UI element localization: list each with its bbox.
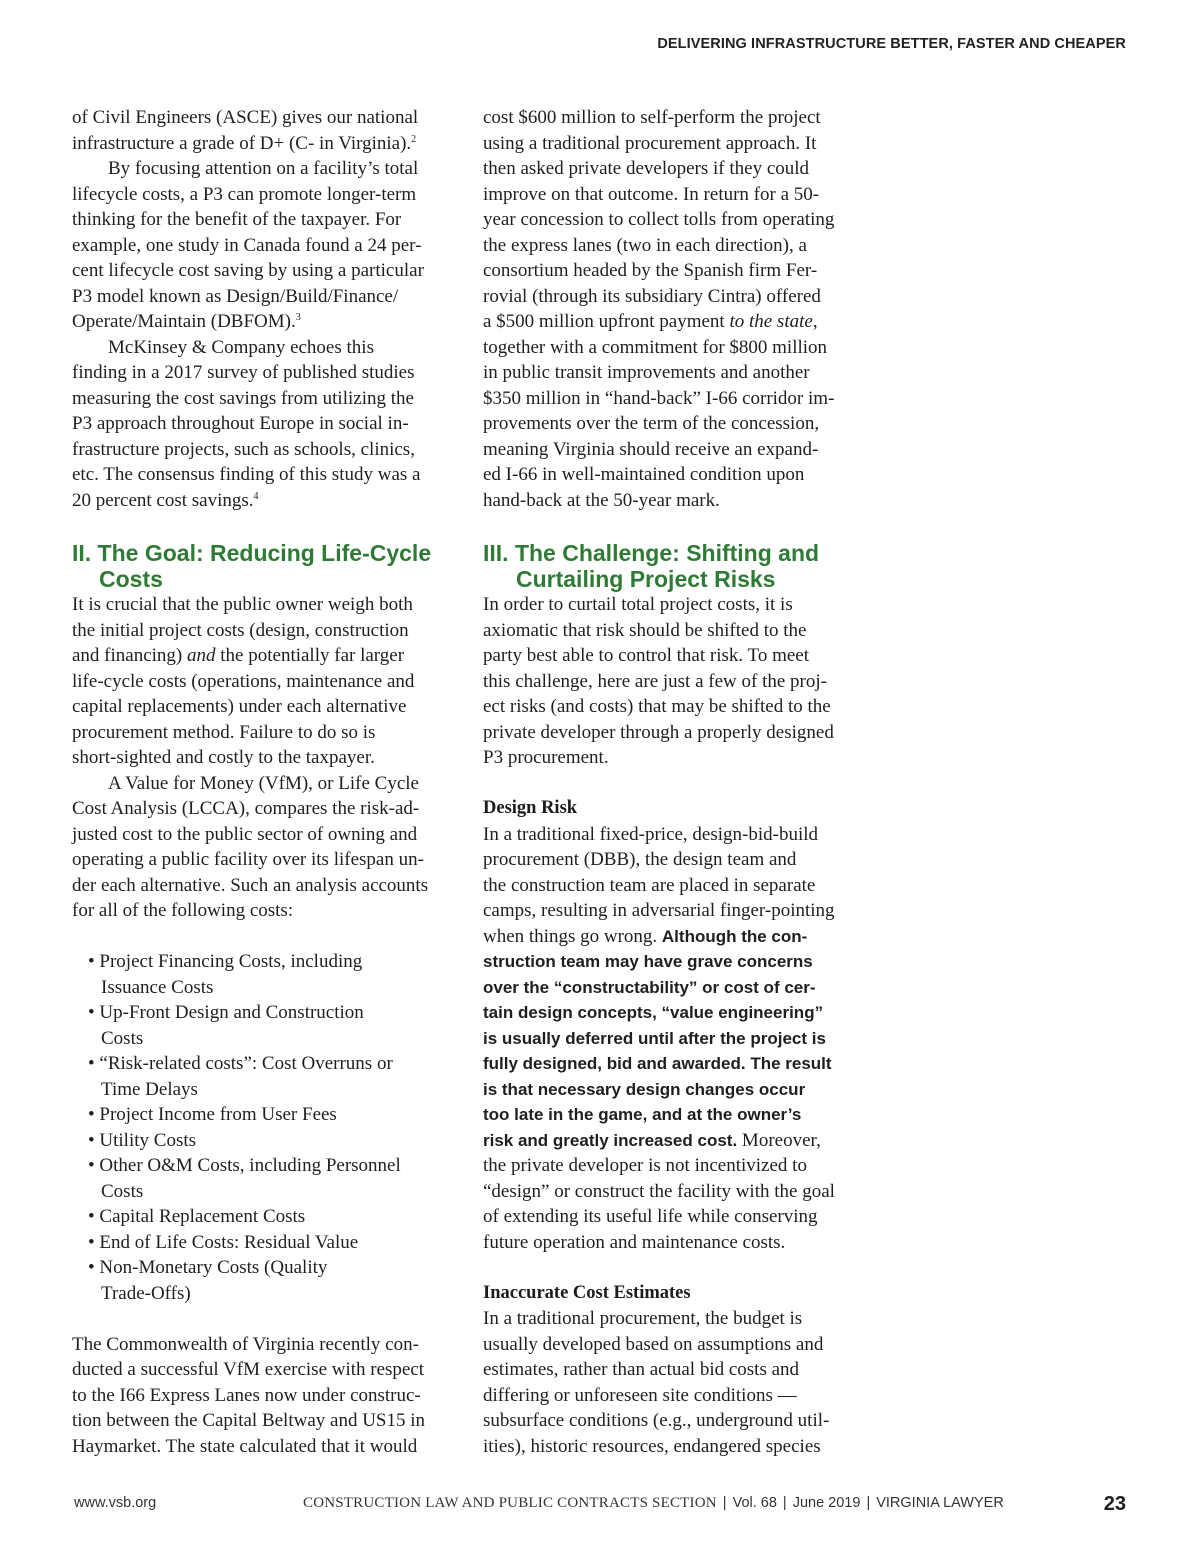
text-line: for all of the following costs:	[72, 900, 294, 921]
list-item: • End of Life Costs: Residual Value	[88, 1231, 359, 1253]
text-line: By focusing attention on a facility’s total	[108, 158, 419, 179]
text-line: tion between the Capital Beltway and US15 in	[72, 1410, 426, 1431]
list-item-continuation: Time Delays	[101, 1078, 198, 1100]
text-line: of Civil Engineers (ASCE) gives our national	[72, 107, 419, 128]
text-line: provements over the term of the concession,	[483, 413, 820, 434]
list-item: • Capital Replacement Costs	[88, 1206, 306, 1227]
left-column	[72, 105, 450, 1459]
text-line: Operate/Maintain (DBFOM).$^3$	[72, 311, 301, 332]
text-line: ect risks (and costs) that may be shifted to the	[483, 696, 831, 717]
text-line: a $500 million upfront payment to the state,	[483, 311, 818, 332]
list-item: • Non-Monetary Costs (Quality	[88, 1257, 328, 1278]
list-item-continuation: Costs	[101, 1027, 144, 1049]
text-line: procurement method. Failure to do so is	[72, 721, 376, 743]
text-line: capital replacements) under each alternative	[72, 696, 407, 717]
text-line: example, one study in Canada found a 24 per-	[72, 234, 422, 256]
text-line: to the I66 Express Lanes now under construc-	[72, 1384, 421, 1406]
text-line: infrastructure a grade of D+ (C- in Virginia).$^2$	[72, 132, 417, 154]
text-line: The Commonwealth of Virginia recently con-	[72, 1333, 419, 1355]
text-line: subsurface conditions (e.g., underground util-	[483, 1410, 830, 1431]
text-line: improve on that outcome. In return for a 50-	[483, 183, 820, 205]
emphasis-line: fully designed, bid and awarded. The result	[483, 1054, 832, 1073]
subheading: Design Risk	[483, 798, 578, 818]
footer-section-name: CONSTRUCTION LAW AND PUBLIC CONTRACTS SECTION	[303, 1495, 717, 1511]
risk-paragraph	[483, 592, 863, 771]
footnote-ref: 4	[253, 490, 259, 502]
text-line: the express lanes (two in each direction), a	[483, 234, 807, 256]
text-line: short-sighted and costly to the taxpayer.	[72, 747, 375, 768]
text-line: usually developed based on assumptions and	[483, 1333, 824, 1355]
text-line: P3 model known as Design/Build/Finance/	[72, 285, 399, 307]
text-line: procurement (DBB), the design team and	[483, 849, 797, 870]
list-item-continuation: Costs	[101, 1180, 144, 1202]
lifecycle-paragraph	[72, 156, 450, 335]
list-item-continuation: Issuance Costs	[101, 976, 214, 998]
text-line: of extending its useful life while conserving	[483, 1206, 818, 1227]
text-line: camps, resulting in adversarial finger-pointing	[483, 900, 835, 921]
text-line: $350 million in “hand-back” I-66 corridor im-	[483, 387, 835, 409]
text-line: in public transit improvements and another	[483, 362, 810, 383]
emphasis-line: tain design concepts, “value engineering”	[483, 1003, 824, 1022]
text-line: Cost Analysis (LCCA), compares the risk-ad-	[72, 798, 420, 819]
footer-publication: VIRGINIA LAWYER	[876, 1495, 1004, 1511]
text-line: A Value for Money (VfM), or Life Cycle	[108, 772, 419, 794]
text-line: risk and greatly increased cost. Moreover,	[483, 1129, 821, 1151]
text-line: future operation and maintenance costs.	[483, 1231, 786, 1253]
section-iii-heading	[483, 541, 863, 592]
subheading: Inaccurate Cost Estimates	[483, 1282, 691, 1303]
text-line: frastructure projects, such as schools, clinics,	[72, 438, 415, 460]
text-line: ed I-66 in well-maintained condition upon	[483, 464, 805, 485]
inaccurate-estimates-section	[483, 1281, 863, 1460]
cost-list	[72, 949, 450, 1306]
list-item-continuation: Trade-Offs)	[101, 1282, 191, 1304]
emphasis-line: struction team may have grave concerns	[483, 952, 813, 971]
footer-date: June 2019	[792, 1495, 861, 1511]
heading-line: Costs	[99, 565, 163, 592]
section-ii-heading	[72, 541, 450, 592]
text-line: the initial project costs (design, construction	[72, 619, 409, 641]
footnote-ref: 2	[411, 133, 417, 145]
text-line: “design” or construct the facility with the goal	[483, 1180, 835, 1202]
mckinsey-paragraph	[72, 335, 450, 514]
list-item: • Project Financing Costs, including	[88, 951, 363, 972]
text-line: der each alternative. Such an analysis accounts	[72, 874, 429, 896]
text-line: Haymarket. The state calculated that it would	[72, 1435, 418, 1457]
text-line: ducted a successful VfM exercise with respect	[72, 1359, 425, 1380]
text-line: meaning Virginia should receive an expand-	[483, 438, 819, 460]
design-risk-section	[483, 796, 863, 1255]
text-line: consortium headed by the Spanish firm Fer-	[483, 260, 818, 281]
text-line: private developer through a properly designed	[483, 721, 834, 743]
text-line: hand-back at the 50-year mark.	[483, 489, 720, 511]
vfm-paragraph	[72, 771, 450, 924]
heading-line: III. The Challenge: Shifting and	[483, 540, 820, 566]
footnote-ref: 3	[295, 312, 301, 323]
text-line: estimates, rather than actual bid costs and	[483, 1359, 800, 1380]
emphasis-line: is that necessary design changes occur	[483, 1079, 806, 1099]
text-line: In order to curtail total project costs, it is	[483, 594, 793, 615]
emphasis-line: is usually deferred until after the project is	[483, 1028, 826, 1048]
text-line: year concession to collect tolls from operating	[483, 209, 835, 230]
list-item: • Up-Front Design and Construction	[88, 1002, 364, 1023]
text-line: party best able to control that risk. To meet	[483, 645, 809, 666]
list-item: • Other O&M Costs, including Personnel	[88, 1155, 401, 1176]
text-line: lifecycle costs, a P3 can promote longer-term	[72, 183, 417, 205]
commonwealth-paragraph	[72, 1332, 450, 1460]
right-column	[483, 105, 863, 1459]
text-line: finding in a 2017 survey of published studies	[72, 362, 415, 383]
page-footer	[0, 1493, 1200, 1523]
page-number: 23	[1103, 1493, 1126, 1515]
text-line: justed cost to the public sector of owning and	[72, 823, 418, 845]
text-line: cost $600 million to self-perform the project	[483, 107, 821, 128]
text-line: P3 procurement.	[483, 747, 609, 768]
list-item: • “Risk-related costs”: Cost Overruns or	[88, 1053, 393, 1074]
text-line: measuring the cost savings from utilizing the	[72, 387, 414, 409]
text-line: together with a commitment for $800 million	[483, 336, 828, 358]
emphasis-line: over the “constructability” or cost of cer-	[483, 977, 816, 997]
emphasis-line: too late in the game, and at the owner’s	[483, 1105, 802, 1124]
text-line: operating a public facility over its lifespan un-	[72, 849, 424, 870]
text-line: rovial (through its subsidiary Cintra) offered	[483, 285, 821, 307]
text-line: life-cycle costs (operations, maintenance and	[72, 670, 415, 692]
text-line: It is crucial that the public owner weigh both	[72, 594, 413, 615]
text-line: thinking for the benefit of the taxpayer. For	[72, 209, 402, 230]
heading-line: Curtailing Project Risks	[516, 565, 776, 592]
text-line: this challenge, here are just a few of the proj-	[483, 670, 827, 692]
text-line: In a traditional fixed-price, design-bid-build	[483, 823, 819, 845]
footer-volume: Vol. 68	[732, 1495, 777, 1511]
cost-paragraph	[483, 105, 863, 513]
text-line: 20 percent cost savings.$^4$	[72, 489, 259, 511]
heading-line: II. The Goal: Reducing Life-Cycle	[72, 540, 432, 566]
list-item: • Project Income from User Fees	[88, 1104, 337, 1125]
text-line: using a traditional procurement approach. It	[483, 132, 817, 154]
text-line: then asked private developers if they could	[483, 158, 810, 179]
text-line: axiomatic that risk should be shifted to the	[483, 619, 807, 641]
footer-publication-info: CONSTRUCTION LAW AND PUBLIC CONTRACTS SECTION | Vol. 68 | June 2019 | VIRGINIA LAWYER	[303, 1495, 1004, 1511]
intro-paragraph	[72, 105, 450, 156]
text-line: P3 approach throughout Europe in social in-	[72, 413, 409, 434]
text-line: when things go wrong. Although the con-	[483, 925, 808, 947]
text-line: and financing) and the potentially far larger	[72, 645, 405, 666]
text-line: differing or unforeseen site conditions —	[483, 1384, 797, 1406]
text-line: etc. The consensus finding of this study was a	[72, 464, 421, 485]
running-head: DELIVERING INFRASTRUCTURE BETTER, FASTER AND CHEAPER	[657, 36, 1126, 52]
crucial-paragraph	[72, 592, 450, 771]
text-line: the construction team are placed in separate	[483, 874, 816, 896]
text-line: ities), historic resources, endangered species	[483, 1435, 821, 1457]
website-link[interactable]: www.vsb.org	[74, 1495, 157, 1511]
text-line: In a traditional procurement, the budget is	[483, 1308, 803, 1329]
text-line: the private developer is not incentivized to	[483, 1155, 807, 1176]
text-line: McKinsey & Company echoes this	[108, 336, 374, 358]
text-line: cent lifecycle cost saving by using a particular	[72, 260, 424, 281]
list-item: • Utility Costs	[88, 1129, 197, 1151]
